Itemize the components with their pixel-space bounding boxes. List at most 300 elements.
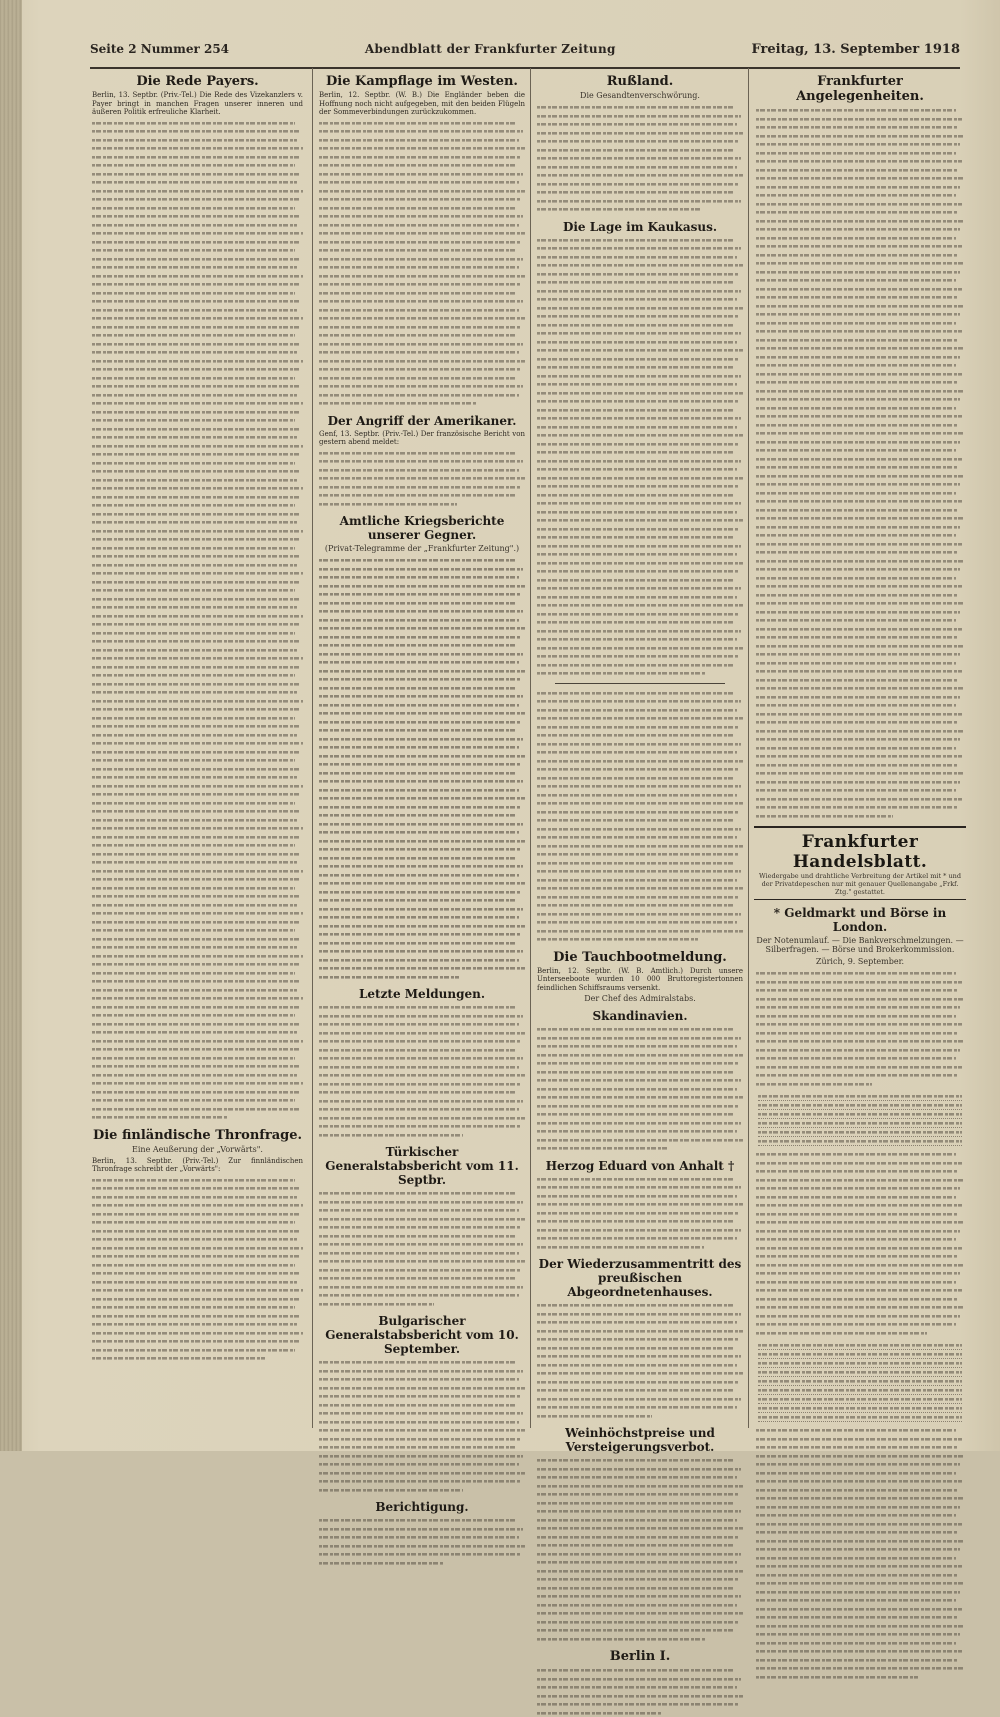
text-line — [319, 573, 519, 582]
text-line — [92, 544, 295, 553]
header-date: Freitag, 13. September 1918 — [752, 42, 960, 57]
text-line — [92, 833, 299, 842]
text-line — [92, 425, 301, 434]
text-line — [92, 918, 299, 927]
table-row — [758, 1350, 962, 1359]
text-line — [756, 693, 960, 702]
text-line — [537, 295, 737, 304]
text-line — [92, 1105, 301, 1114]
text-line — [319, 1071, 525, 1080]
dateline: Zürich, 9. September. — [754, 957, 966, 966]
text-line — [319, 1426, 525, 1435]
text-line — [92, 212, 301, 221]
text-line — [537, 129, 743, 138]
text-line — [319, 1003, 517, 1012]
text-line — [92, 1028, 297, 1037]
text-line — [92, 595, 301, 604]
text-line — [92, 773, 297, 782]
text-line — [319, 794, 525, 803]
text-line — [756, 1046, 960, 1055]
text-line — [537, 550, 737, 559]
text-line — [537, 1200, 743, 1209]
text-line — [537, 859, 735, 868]
text-line — [537, 329, 741, 338]
text-line — [756, 191, 956, 200]
text-line — [756, 1071, 958, 1080]
text-line — [319, 365, 521, 374]
text-line — [92, 671, 295, 680]
text-line — [756, 242, 962, 251]
text-line — [756, 472, 964, 481]
text-line — [319, 1460, 519, 1469]
text-line — [92, 654, 303, 663]
text-line — [756, 1320, 956, 1329]
text-line — [537, 146, 735, 155]
text-line — [319, 1435, 521, 1444]
text-line — [537, 1136, 743, 1145]
text-line — [537, 154, 741, 163]
text-line — [756, 1460, 960, 1469]
text-line — [319, 607, 523, 616]
text-line — [319, 306, 519, 315]
headline-geldmarkt-london: * Geldmarkt und Börse in London. — [754, 906, 966, 934]
text-line — [537, 1102, 739, 1111]
column-2 — [312, 68, 527, 1428]
text-line — [92, 348, 297, 357]
text-line — [319, 374, 517, 383]
text-line — [537, 1192, 737, 1201]
text-line — [756, 183, 960, 192]
text-line — [92, 484, 303, 493]
article-body — [756, 969, 964, 1088]
text-line — [756, 1159, 962, 1168]
text-line — [537, 697, 741, 706]
text-line — [758, 1110, 962, 1119]
text-line — [92, 1113, 227, 1122]
text-line — [92, 1269, 301, 1278]
text-line — [756, 565, 960, 574]
text-line — [756, 1494, 964, 1503]
text-line — [92, 1079, 303, 1088]
headline-thronfrage: Die finländische Thronfrage. — [90, 1128, 305, 1143]
text-line — [537, 1068, 735, 1077]
text-line — [92, 1218, 295, 1227]
text-line — [92, 1193, 297, 1202]
text-line — [319, 675, 521, 684]
text-line — [537, 304, 743, 313]
text-line — [319, 466, 519, 475]
text-line — [756, 642, 964, 651]
text-line — [92, 680, 301, 689]
text-line — [92, 1062, 301, 1071]
text-line — [319, 888, 521, 897]
text-line — [756, 1528, 958, 1537]
text-line — [92, 1011, 295, 1020]
text-line — [758, 1377, 962, 1386]
text-line — [537, 927, 743, 936]
text-line — [756, 327, 962, 336]
text-line — [319, 1542, 525, 1551]
text-line — [319, 1097, 523, 1106]
text-line — [756, 1037, 964, 1046]
text-line — [537, 112, 741, 121]
text-line — [537, 1226, 741, 1235]
text-line — [319, 1418, 519, 1427]
text-line — [537, 1183, 741, 1192]
text-line — [92, 178, 297, 187]
text-line — [92, 1184, 301, 1193]
text-line — [319, 1367, 523, 1376]
text-line — [537, 850, 739, 859]
text-line — [92, 909, 303, 918]
text-line — [756, 710, 962, 719]
text-line — [756, 115, 962, 124]
text-line — [756, 727, 964, 736]
text-line — [537, 774, 735, 783]
text-line — [92, 629, 295, 638]
text-line — [537, 1683, 737, 1692]
text-line — [537, 1575, 739, 1584]
text-line — [319, 947, 523, 956]
text-line — [92, 867, 303, 876]
handelsblatt-title: Frankfurter Handelsblatt. — [754, 832, 966, 872]
text-line — [319, 195, 521, 204]
article-body — [319, 1516, 525, 1567]
text-line — [319, 178, 519, 187]
text-line — [92, 433, 297, 442]
text-line — [756, 744, 956, 753]
text-line — [92, 459, 295, 468]
text-line — [756, 778, 960, 787]
text-line — [537, 1465, 741, 1474]
article-body — [319, 449, 525, 509]
table-notenumlauf — [758, 1092, 962, 1146]
text-line — [537, 1499, 735, 1508]
text-line — [756, 1435, 962, 1444]
text-line — [92, 1235, 297, 1244]
text-line — [92, 782, 303, 791]
text-line — [319, 650, 523, 659]
divider — [555, 683, 725, 684]
text-line — [92, 858, 297, 867]
text-line — [319, 862, 523, 871]
text-line — [319, 1392, 521, 1401]
text-line — [537, 1386, 735, 1395]
text-line — [756, 344, 964, 353]
text-line — [756, 735, 960, 744]
text-line — [537, 423, 737, 432]
text-line — [537, 1550, 741, 1559]
text-line — [756, 599, 964, 608]
article-body — [319, 1189, 525, 1308]
text-line — [756, 684, 964, 693]
text-line — [319, 718, 521, 727]
table-row — [758, 1128, 962, 1137]
text-line — [537, 516, 743, 525]
table-row — [758, 1359, 962, 1368]
article-body — [537, 236, 743, 678]
text-line — [92, 340, 301, 349]
text-line — [537, 808, 739, 817]
text-line — [319, 1198, 523, 1207]
text-line — [537, 1335, 739, 1344]
text-line — [319, 845, 521, 854]
text-line — [92, 637, 301, 646]
text-line — [756, 293, 958, 302]
text-line — [92, 569, 303, 578]
text-line — [319, 280, 521, 289]
text-line — [92, 246, 295, 255]
text-line — [319, 633, 521, 642]
text-line — [92, 884, 295, 893]
text-line — [537, 884, 743, 893]
text-line — [92, 229, 303, 238]
text-line — [92, 824, 303, 833]
article-body — [537, 1175, 743, 1252]
text-line — [756, 1020, 962, 1029]
text-line — [537, 389, 743, 398]
text-line — [319, 314, 525, 323]
table-row — [758, 1110, 962, 1119]
text-line — [758, 1404, 962, 1413]
text-line — [319, 238, 521, 247]
text-line — [756, 1252, 958, 1261]
text-line — [537, 1051, 743, 1060]
text-line — [756, 718, 958, 727]
article-body — [319, 556, 525, 981]
text-line — [319, 348, 519, 357]
text-line — [92, 612, 303, 621]
text-line — [758, 1413, 962, 1422]
text-line — [92, 850, 301, 859]
text-line — [319, 449, 517, 458]
text-line — [319, 483, 521, 492]
text-line — [537, 825, 741, 834]
text-line — [537, 414, 741, 423]
headline-bulgarischer-bericht: Bulgarischer Generalstabsbericht vom 10. September. — [317, 1314, 527, 1356]
text-line — [537, 1076, 741, 1085]
article-intro: Berlin, 13. Septbr. (Priv.-Tel.) Zur finnländischen Thronfrage schreibt der „Vorwärts": — [92, 1157, 303, 1174]
text-line — [537, 610, 739, 619]
text-line — [537, 714, 743, 723]
article-body — [319, 1358, 525, 1494]
text-line — [92, 306, 297, 315]
text-line — [319, 964, 525, 973]
text-line — [319, 1131, 463, 1140]
text-line — [537, 406, 735, 415]
text-line — [758, 1119, 962, 1128]
text-line — [537, 731, 735, 740]
text-line — [319, 153, 521, 162]
text-line — [756, 1150, 956, 1159]
text-line — [319, 1046, 517, 1055]
text-line — [92, 935, 301, 944]
text-line — [92, 994, 303, 1003]
text-line — [537, 1209, 739, 1218]
text-line — [92, 603, 297, 612]
text-line — [537, 1490, 739, 1499]
text-line — [92, 969, 295, 978]
text-line — [537, 474, 743, 483]
text-line — [537, 1567, 743, 1576]
text-line — [537, 669, 706, 678]
text-line — [537, 120, 737, 129]
text-line — [92, 1312, 301, 1321]
article-body — [756, 1150, 964, 1337]
text-line — [92, 739, 303, 748]
text-line — [319, 382, 523, 391]
text-line — [756, 1235, 956, 1244]
text-line — [756, 1303, 964, 1312]
text-line — [537, 1361, 737, 1370]
text-line — [756, 752, 962, 761]
text-line — [319, 837, 525, 846]
text-line — [537, 542, 741, 551]
text-line — [756, 574, 956, 583]
text-line — [319, 474, 525, 483]
text-line — [537, 1675, 741, 1684]
text-line — [92, 221, 297, 230]
text-line — [92, 323, 299, 332]
text-line — [92, 493, 299, 502]
text-line — [756, 157, 962, 166]
text-line — [537, 440, 739, 449]
text-line — [319, 896, 517, 905]
text-line — [758, 1101, 962, 1110]
text-line — [92, 1227, 301, 1236]
text-line — [92, 841, 295, 850]
page-header — [90, 42, 960, 69]
text-line — [537, 1344, 735, 1353]
text-line — [92, 476, 297, 485]
text-line — [92, 1303, 295, 1312]
text-line — [537, 1042, 737, 1051]
text-line — [537, 1144, 667, 1153]
text-line — [319, 1189, 517, 1198]
text-line — [319, 1291, 519, 1300]
text-line — [92, 875, 299, 884]
text-line — [319, 144, 525, 153]
text-line — [92, 195, 299, 204]
text-line — [756, 761, 958, 770]
text-line — [756, 497, 962, 506]
text-line — [537, 627, 741, 636]
text-line — [319, 170, 523, 179]
text-line — [537, 559, 743, 568]
text-line — [319, 297, 523, 306]
text-line — [319, 692, 523, 701]
text-line — [319, 1240, 523, 1249]
text-line — [319, 1206, 519, 1215]
text-line — [319, 1384, 525, 1393]
text-line — [537, 137, 739, 146]
text-line — [537, 1352, 741, 1361]
text-line — [537, 1034, 741, 1043]
text-line — [319, 1266, 521, 1275]
header-page-number: Seite 2 Nummer 254 — [90, 42, 229, 56]
text-line — [92, 263, 297, 272]
text-line — [92, 646, 297, 655]
text-line — [319, 323, 521, 332]
text-line — [319, 1283, 523, 1292]
text-line — [537, 782, 741, 791]
text-line — [537, 372, 741, 381]
text-line — [92, 1346, 295, 1355]
text-line — [537, 723, 739, 732]
text-line — [756, 404, 956, 413]
text-line — [537, 1666, 735, 1675]
article-body — [537, 1025, 743, 1153]
text-line — [756, 251, 958, 260]
text-line — [319, 1550, 521, 1559]
text-line — [537, 842, 743, 851]
text-line — [92, 399, 303, 408]
header-masthead: Abendblatt der Frankfurter Zeitung — [365, 42, 616, 56]
text-line — [537, 1541, 735, 1550]
text-line — [537, 103, 735, 112]
text-line — [756, 1477, 962, 1486]
text-line — [756, 429, 964, 438]
text-line — [756, 480, 960, 489]
text-line — [756, 633, 958, 642]
text-line — [92, 790, 299, 799]
text-line — [756, 540, 962, 549]
text-line — [756, 1537, 964, 1546]
text-line — [756, 1278, 956, 1287]
text-line — [756, 1003, 960, 1012]
text-line — [319, 161, 517, 170]
text-line — [319, 803, 521, 812]
text-line — [537, 197, 741, 206]
text-line — [319, 263, 519, 272]
text-line — [92, 1278, 297, 1287]
text-line — [756, 174, 964, 183]
text-line — [92, 467, 301, 476]
text-line — [92, 416, 295, 425]
text-line — [319, 1088, 517, 1097]
headline-frankfurter-angelegenheiten: Frankfurter Angelegenheiten. — [754, 74, 966, 104]
text-line — [756, 523, 960, 532]
text-line — [756, 166, 958, 175]
text-line — [537, 748, 737, 757]
text-line — [756, 659, 956, 668]
text-line — [92, 765, 301, 774]
text-line — [537, 431, 743, 440]
text-line — [537, 910, 741, 919]
text-line — [319, 1300, 434, 1309]
text-line — [756, 506, 958, 515]
handelsblatt-banner — [754, 826, 966, 900]
text-line — [92, 1295, 299, 1304]
text-line — [537, 244, 741, 253]
text-line — [537, 338, 737, 347]
text-line — [756, 387, 964, 396]
text-line — [319, 1249, 519, 1258]
text-line — [756, 978, 962, 987]
text-line — [319, 221, 519, 230]
text-line — [319, 616, 519, 625]
signature: Der Chef des Admiralstabs. — [535, 994, 745, 1003]
text-line — [537, 893, 739, 902]
text-line — [756, 455, 962, 464]
table-row — [758, 1386, 962, 1395]
text-line — [756, 786, 956, 795]
text-line — [537, 457, 741, 466]
text-line — [756, 1554, 956, 1563]
text-line — [756, 1184, 960, 1193]
text-line — [537, 791, 737, 800]
text-line — [756, 1562, 962, 1571]
